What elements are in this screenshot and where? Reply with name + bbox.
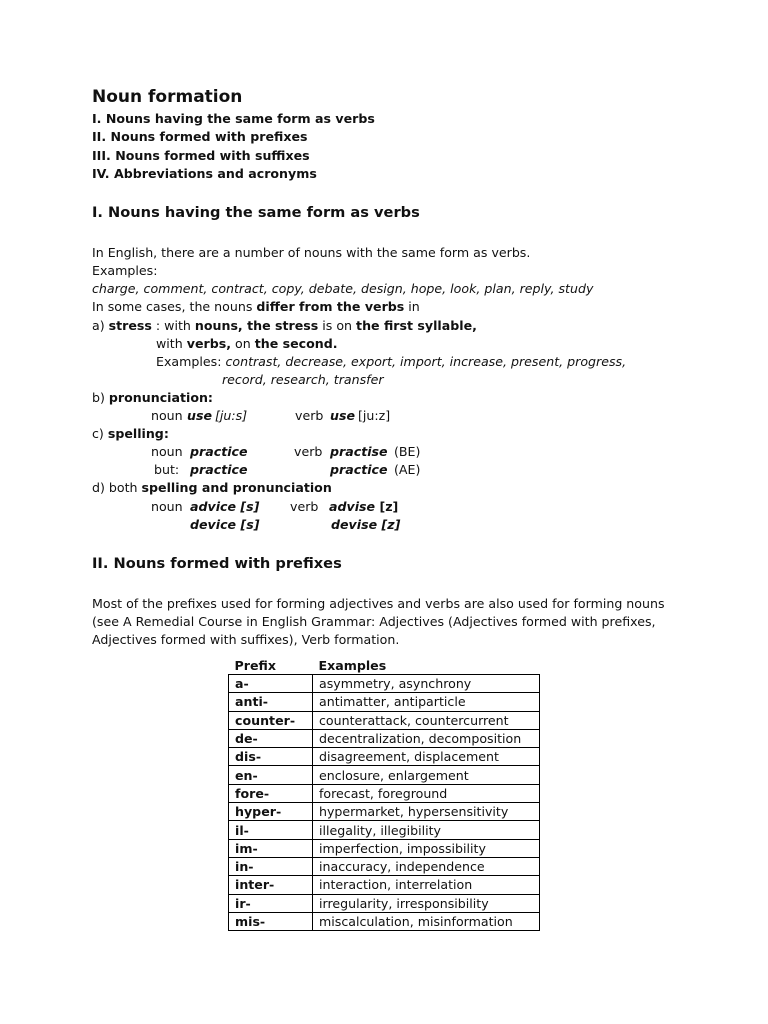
text-span: b)	[92, 389, 109, 405]
examples-list: charge, comment, contract, copy, debate, design, hope, look, plan, reply, study	[92, 281, 594, 297]
text-span: a)	[92, 317, 109, 333]
table-row	[229, 912, 540, 930]
text-span: verb	[290, 498, 319, 514]
examples-cell: forecast, foreground	[313, 784, 540, 802]
text-span: verb	[294, 444, 323, 460]
text-span: [ju:z]	[358, 408, 391, 424]
toc-item: III. Nouns formed with suffixes	[92, 147, 310, 163]
prefix-cell: il-	[229, 821, 313, 839]
table-row	[229, 711, 540, 729]
section1-body	[92, 244, 712, 534]
table-row	[229, 784, 540, 802]
spelling-line	[92, 443, 712, 461]
text-span: is on	[318, 317, 357, 333]
column-header: Examples	[318, 657, 387, 673]
text-span: (AE)	[394, 462, 421, 478]
examples-cell: illegality, illegibility	[313, 821, 540, 839]
table-header-row	[229, 656, 540, 675]
section-heading: II. Nouns formed with prefixes	[92, 554, 342, 572]
paragraph-line: (see A Remedial Course in English Grammar: Adjectives (Adjectives formed with prefixes,	[92, 613, 656, 629]
text-span: advise	[329, 498, 376, 514]
text-span: on	[231, 335, 255, 351]
text-span: practice	[190, 462, 248, 478]
intro-text: In English, there are a number of nouns with the same form as verbs.	[92, 245, 531, 261]
text-span: Examples:	[156, 353, 226, 369]
prefix-cell: im-	[229, 839, 313, 857]
stress-line	[92, 317, 712, 335]
text-span: contrast, decrease, export, import, increase, present, progress,	[225, 353, 627, 369]
text-span: : with	[151, 317, 195, 333]
stress-examples-line	[92, 353, 712, 371]
table-row	[229, 748, 540, 766]
prefix-cell: mis-	[229, 912, 313, 930]
spelling-label	[92, 425, 712, 443]
section-heading: I. Nouns having the same form as verbs	[92, 204, 420, 222]
column-header: Prefix	[234, 657, 276, 673]
examples-cell: decentralization, decomposition	[313, 729, 540, 747]
examples-label: Examples:	[92, 263, 158, 279]
pronunciation-label	[92, 389, 712, 407]
text-span: with	[156, 335, 187, 351]
spelling-but-line	[92, 461, 712, 479]
text-span: use	[187, 408, 213, 424]
table-row	[229, 821, 540, 839]
table-row	[229, 693, 540, 711]
text-span: advice [s]	[190, 498, 260, 514]
document-page	[92, 86, 712, 649]
examples-cell: counterattack, countercurrent	[313, 711, 540, 729]
prefix-cell: fore-	[229, 784, 313, 802]
toc-item: I. Nouns having the same form as verbs	[92, 111, 375, 126]
examples-cell: hypermarket, hypersensitivity	[313, 803, 540, 821]
text-span: (BE)	[394, 444, 421, 460]
table-row	[229, 729, 540, 747]
text-span: [ju:s]	[215, 408, 248, 424]
text-span: but:	[154, 462, 180, 478]
text-span: the first syllable,	[356, 317, 477, 333]
both-label	[92, 479, 712, 497]
prefix-cell: inter-	[229, 876, 313, 894]
text-span: noun	[151, 408, 183, 424]
examples-cell: imperfection, impossibility	[313, 839, 540, 857]
paragraph-line: Adjectives formed with suffixes), Verb formation.	[92, 631, 400, 647]
prefix-cell: counter-	[229, 711, 313, 729]
both-line-2	[92, 516, 712, 534]
text-span: stress	[108, 317, 152, 333]
table-row	[229, 894, 540, 912]
text-span: practise	[330, 444, 388, 460]
examples-cell: irregularity, irresponsibility	[313, 894, 540, 912]
text-span: noun	[151, 498, 183, 514]
text-span: c)	[92, 426, 108, 442]
text-span: practice	[190, 444, 248, 460]
examples-cell: disagreement, displacement	[313, 748, 540, 766]
text-span: differ from the verbs	[256, 299, 405, 315]
paragraph-line: Most of the prefixes used for forming adjectives and verbs are also used for forming nouns	[92, 595, 665, 611]
some-cases-line	[92, 298, 712, 316]
table-row	[229, 675, 540, 693]
text-span: devise [z]	[331, 516, 401, 532]
both-line-1	[92, 498, 712, 516]
text-span: [z]	[375, 498, 399, 514]
text-span: in	[404, 299, 420, 315]
examples-cell: inaccuracy, independence	[313, 857, 540, 875]
pronunciation-line	[92, 407, 712, 425]
prefix-cell: hyper-	[229, 803, 313, 821]
prefix-cell: a-	[229, 675, 313, 693]
examples-cell: asymmetry, asynchrony	[313, 675, 540, 693]
text-span: verb	[295, 408, 324, 424]
stress-verbs-line	[92, 335, 712, 353]
text-span: nouns, the stress	[194, 317, 319, 333]
table-row	[229, 803, 540, 821]
table-row	[229, 857, 540, 875]
text-span: In some cases, the nouns	[92, 299, 257, 315]
text-span: spelling:	[107, 426, 169, 442]
text-span: pronunciation:	[108, 389, 213, 405]
text-span: the second.	[254, 335, 338, 351]
examples-cell: interaction, interrelation	[313, 876, 540, 894]
toc-item: II. Nouns formed with prefixes	[92, 129, 308, 145]
table-row	[229, 876, 540, 894]
examples-cell: miscalculation, misinformation	[313, 912, 540, 930]
examples-cell: antimatter, antiparticle	[313, 693, 540, 711]
prefix-cell: en-	[229, 766, 313, 784]
page-title: Noun formation	[92, 87, 243, 107]
table-row	[229, 839, 540, 857]
section2-body	[92, 595, 712, 649]
prefix-cell: in-	[229, 857, 313, 875]
toc-item: IV. Abbreviations and acronyms	[92, 165, 317, 181]
text-span: spelling and pronunciation	[141, 480, 332, 496]
text-span: practice	[330, 462, 388, 478]
text-span: use	[330, 408, 356, 424]
text-span: device [s]	[190, 516, 260, 532]
text-span: d) both	[92, 480, 142, 496]
text-span: verbs,	[186, 335, 231, 351]
prefix-table	[228, 656, 540, 931]
prefix-cell: dis-	[229, 748, 313, 766]
prefix-cell: ir-	[229, 894, 313, 912]
stress-examples-line-2: record, research, transfer	[222, 371, 384, 387]
table-row	[229, 766, 540, 784]
prefix-cell: anti-	[229, 693, 313, 711]
text-span: noun	[151, 444, 183, 460]
table-of-contents	[92, 110, 712, 183]
prefix-cell: de-	[229, 729, 313, 747]
examples-cell: enclosure, enlargement	[313, 766, 540, 784]
